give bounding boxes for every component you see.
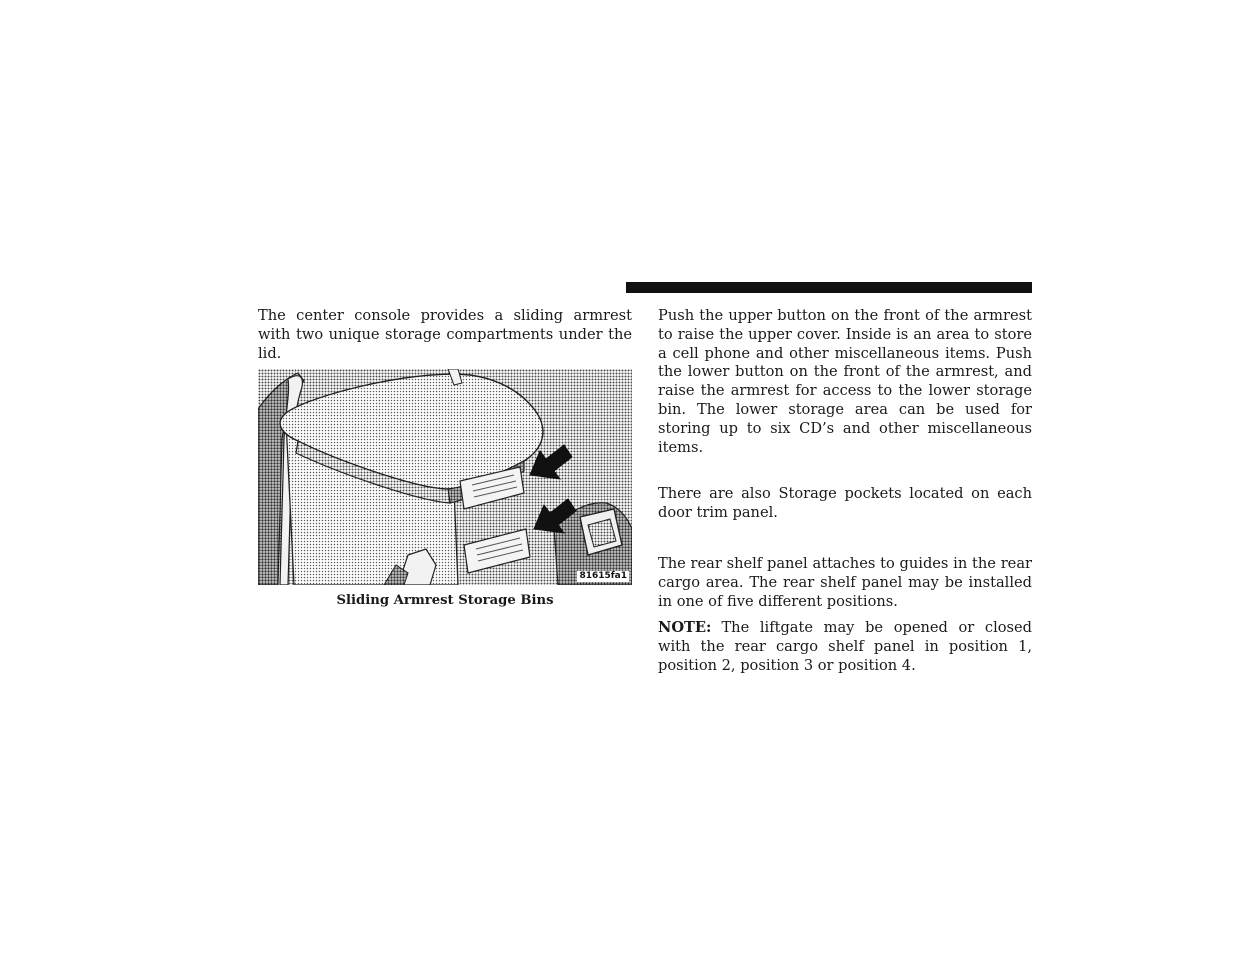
figure-code-label: 81615fa1 (579, 571, 627, 582)
door-pockets-paragraph: There are also Storage pockets located on each door trim panel. (658, 485, 1032, 522)
armrest-buttons-paragraph: Push the upper button on the front of the armrest to raise the upper cover. Inside is an area to store a cell phone and other miscellaneous items. Push the lower button on the front of the armrest, and raise the armrest for access to the lower storage bin. The lower storage area can be used for storing up to six CD’s and other miscellaneous items. (658, 307, 1032, 456)
armrest-drawing (258, 369, 632, 585)
figure-caption: Sliding Armrest Storage Bins (336, 593, 554, 609)
note-text: The liftgate may be opened or closed with the rear cargo shelf panel in position 1, position 2, position 3 or position 4. (658, 619, 1032, 674)
armrest-illustration (258, 369, 632, 585)
left-column (258, 307, 632, 609)
section-header-rule (626, 282, 1032, 293)
note-label: NOTE: (658, 619, 712, 637)
console-intro-paragraph: The center console provides a sliding armrest with two unique storage compartments under the lid. (258, 307, 632, 362)
right-column (658, 307, 1032, 676)
note-paragraph (658, 619, 1032, 675)
rear-shelf-paragraph: The rear shelf panel attaches to guides in the rear cargo area. The rear shelf panel may be installed in one of five different positions. (658, 554, 1032, 610)
